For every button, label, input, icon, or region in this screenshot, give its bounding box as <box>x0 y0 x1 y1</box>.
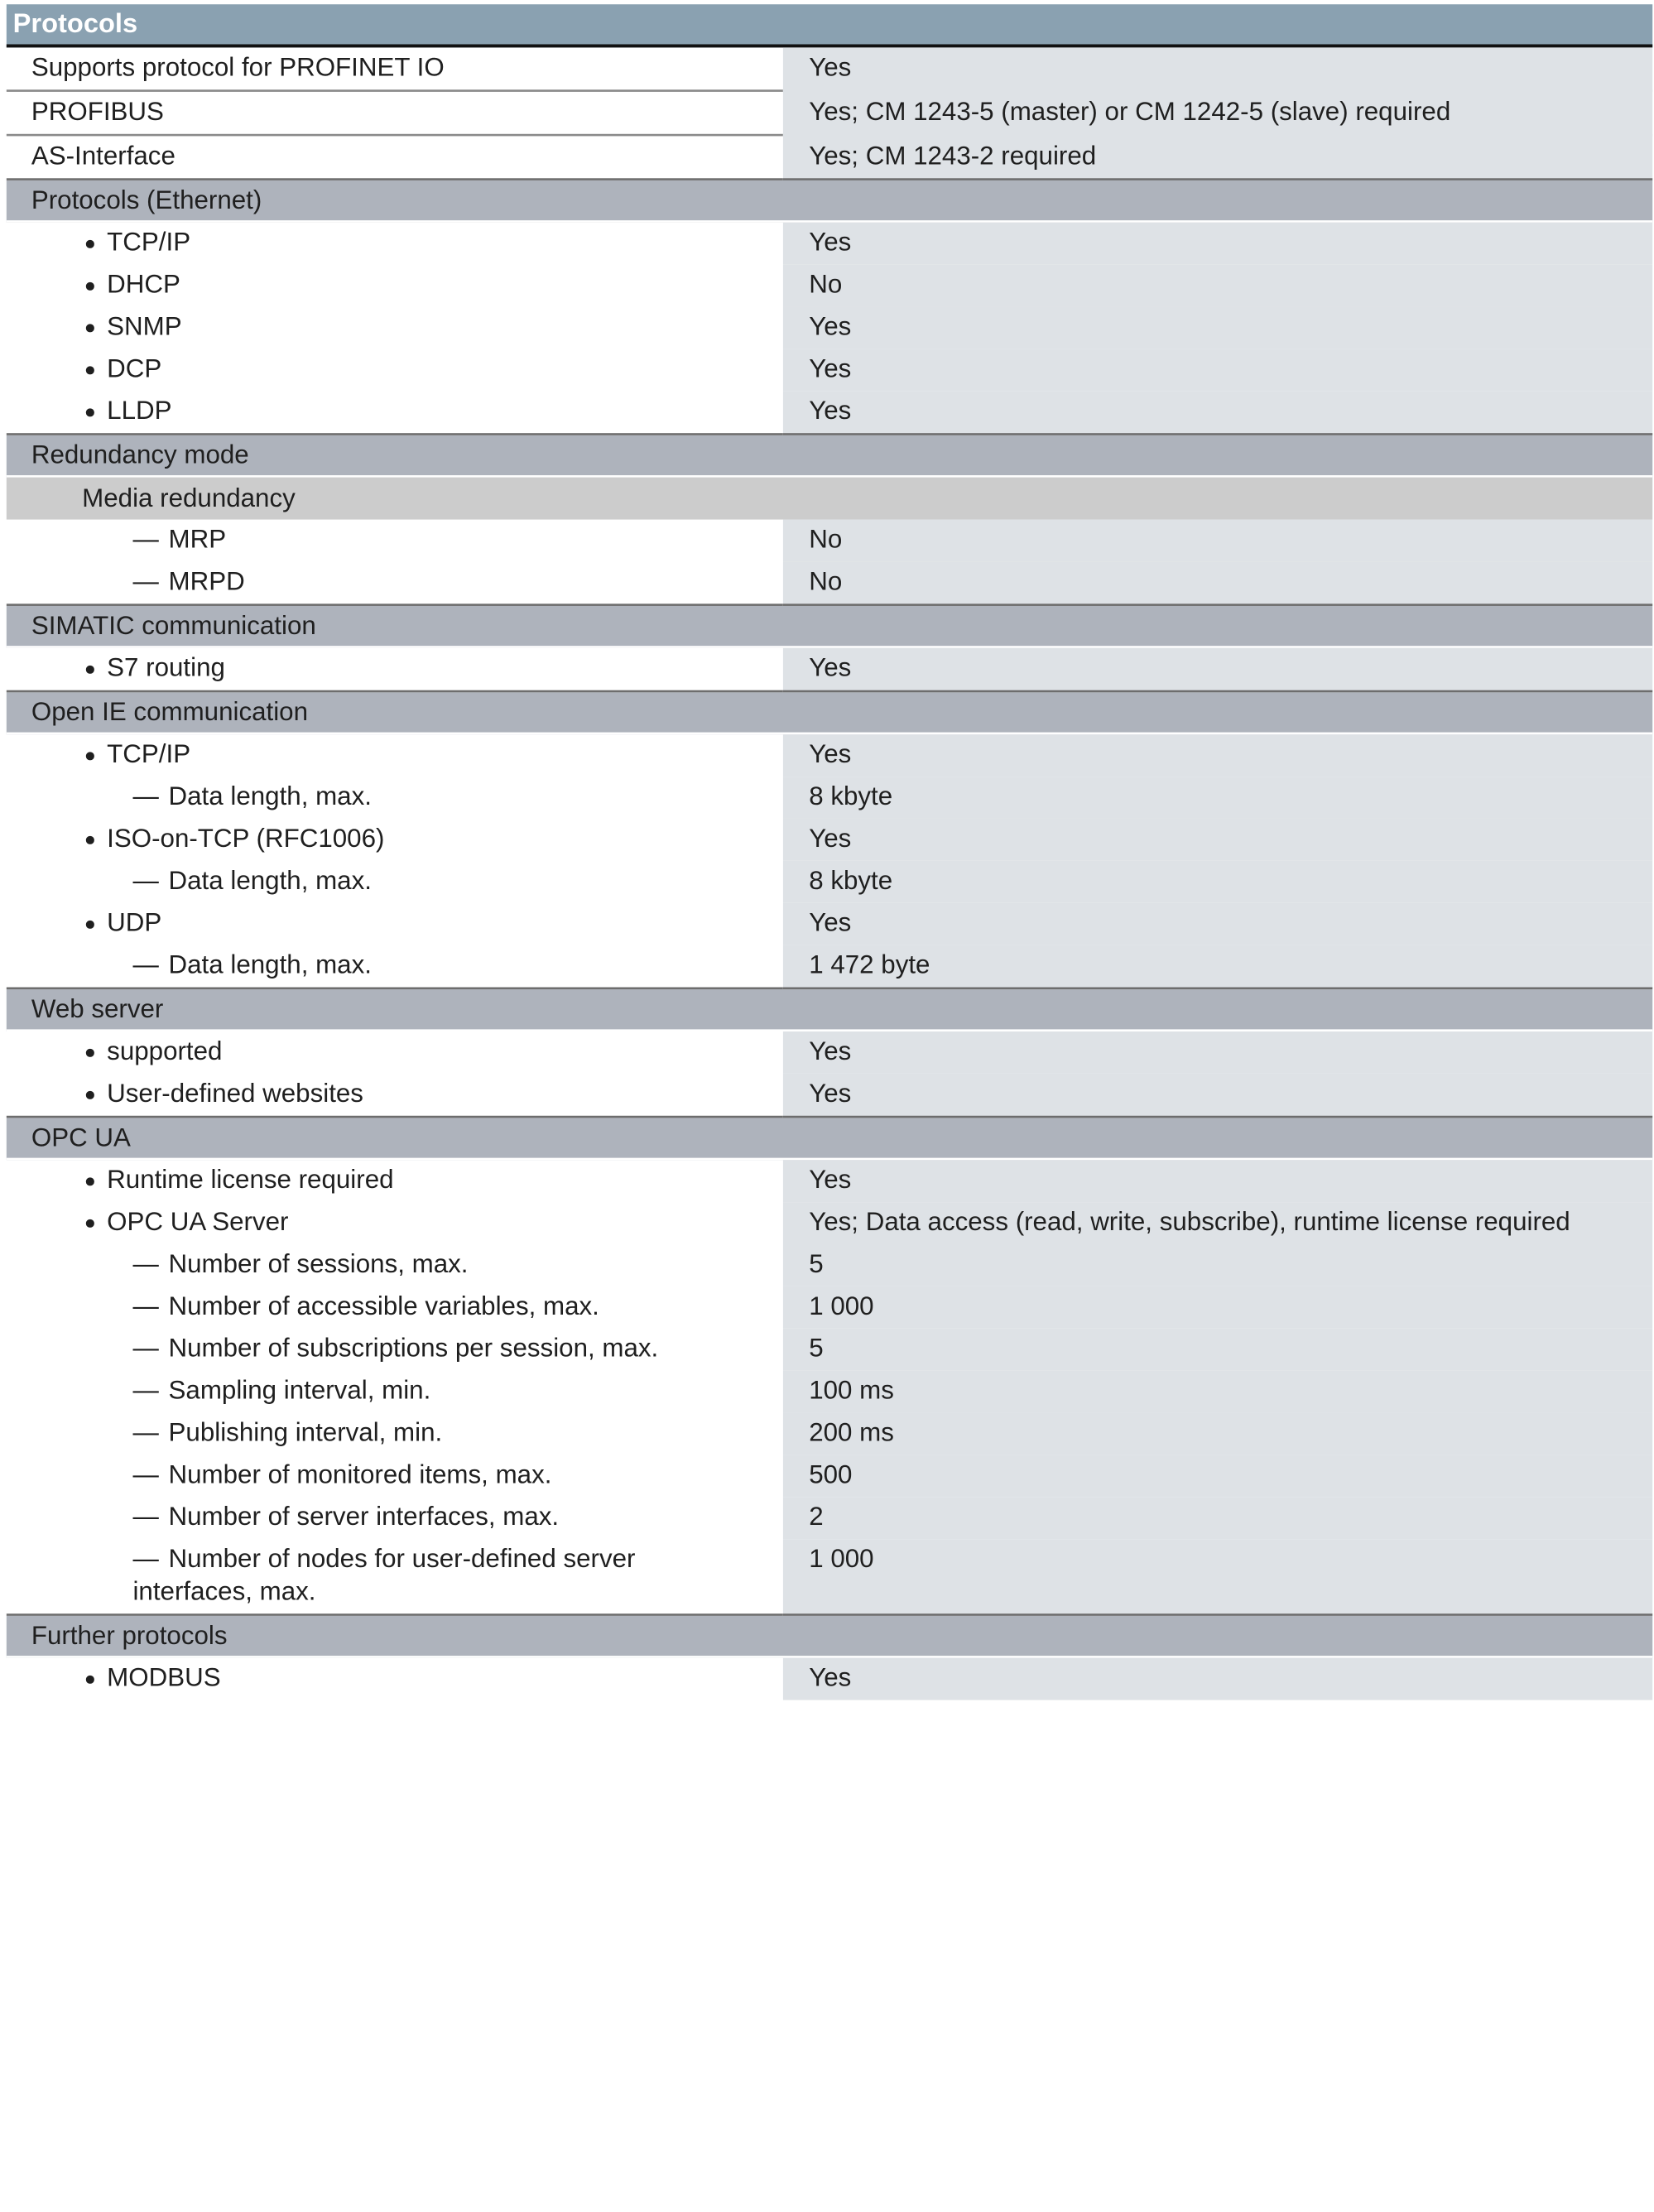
row-label: Runtime license required <box>107 1165 394 1195</box>
row-label: MRP <box>168 525 227 555</box>
dash-icon: — <box>132 1544 159 1574</box>
row-label: MODBUS <box>107 1663 221 1693</box>
table-row <box>7 1329 1652 1371</box>
table-row <box>7 136 1652 180</box>
table-row <box>7 349 1652 391</box>
bullet-icon: ● <box>84 657 96 680</box>
row-value: Yes <box>783 819 1652 861</box>
row-label: SNMP <box>107 312 182 342</box>
row-label: S7 routing <box>107 653 225 683</box>
bullet-icon: ● <box>84 274 96 296</box>
table-row <box>7 734 1652 777</box>
row-label: User-defined websites <box>107 1079 363 1108</box>
row-value: No <box>783 520 1652 562</box>
row-value: Yes <box>783 903 1652 945</box>
bullet-icon: ● <box>84 358 96 381</box>
table-row <box>7 777 1652 819</box>
row-value: 8 kbyte <box>783 861 1652 903</box>
subsection-header-media-redundancy: Media redundancy <box>7 478 1652 520</box>
row-label: DHCP <box>107 270 180 300</box>
row-value: Yes; CM 1243-2 required <box>783 136 1652 180</box>
table-row <box>7 861 1652 903</box>
row-value: 5 <box>783 1329 1652 1371</box>
row-value: Yes <box>783 648 1652 692</box>
row-value: Yes <box>783 1658 1652 1700</box>
table-row <box>7 1497 1652 1539</box>
bullet-icon: ● <box>84 1041 96 1063</box>
row-label: AS-Interface <box>7 136 783 180</box>
dash-icon: — <box>132 566 159 597</box>
row-value: 100 ms <box>783 1371 1652 1413</box>
section-header-simatic: SIMATIC communication <box>7 606 1652 648</box>
bullet-icon: ● <box>84 1169 96 1192</box>
table-row <box>7 903 1652 945</box>
section-header-opc-ua: OPC UA <box>7 1118 1652 1160</box>
table-row <box>7 1286 1652 1329</box>
dash-icon: — <box>132 1502 159 1532</box>
table-row <box>7 307 1652 349</box>
section-header-further-protocols: Further protocols <box>7 1616 1652 1658</box>
bullet-icon: ● <box>84 316 96 339</box>
table-row <box>7 391 1652 435</box>
dash-icon: — <box>132 950 159 980</box>
row-value: Yes; Data access (read, write, subscribe), runtime license required <box>783 1202 1652 1244</box>
row-value: No <box>783 265 1652 307</box>
dash-icon: — <box>132 1291 159 1321</box>
table-row <box>7 1539 1652 1616</box>
bullet-icon: ● <box>84 743 96 767</box>
table-row <box>7 1074 1652 1118</box>
row-value: 500 <box>783 1455 1652 1497</box>
table-row <box>7 1413 1652 1455</box>
row-value: 1 000 <box>783 1286 1652 1329</box>
row-label: TCP/IP <box>107 739 191 769</box>
row-value: 200 ms <box>783 1413 1652 1455</box>
row-label: Data length, max. <box>168 781 372 811</box>
row-label: Sampling interval, min. <box>168 1376 431 1406</box>
row-label: UDP <box>107 908 162 938</box>
row-value: 8 kbyte <box>783 777 1652 819</box>
row-value: Yes <box>783 734 1652 777</box>
row-value: Yes <box>783 349 1652 391</box>
table-row <box>7 819 1652 861</box>
row-label: Data length, max. <box>168 950 372 980</box>
table-row <box>7 223 1652 265</box>
row-label-continued: interfaces, max. <box>132 1576 316 1607</box>
dash-icon: — <box>132 781 159 811</box>
row-value: Yes <box>783 1160 1652 1202</box>
table-row <box>7 265 1652 307</box>
row-label: Supports protocol for PROFINET IO <box>7 47 783 91</box>
row-value: Yes <box>783 391 1652 435</box>
dash-icon: — <box>132 1334 159 1363</box>
row-label: Publishing interval, min. <box>168 1418 443 1448</box>
row-label: Number of monitored items, max. <box>168 1459 552 1490</box>
row-value: Yes <box>783 47 1652 91</box>
table-row <box>7 1202 1652 1244</box>
row-value: Yes <box>783 307 1652 349</box>
row-label: ISO-on-TCP (RFC1006) <box>107 824 385 854</box>
table-row <box>7 47 1652 91</box>
section-header-web-server: Web server <box>7 989 1652 1031</box>
section-header-redundancy: Redundancy mode <box>7 435 1652 478</box>
row-label: Number of server interfaces, max. <box>168 1502 560 1532</box>
bullet-icon: ● <box>84 401 96 423</box>
table-row <box>7 520 1652 562</box>
dash-icon: — <box>132 1418 159 1448</box>
section-header-ethernet: Protocols (Ethernet) <box>7 180 1652 223</box>
bullet-icon: ● <box>84 912 96 935</box>
row-label: TCP/IP <box>107 228 191 257</box>
table-row <box>7 1455 1652 1497</box>
table-title: Protocols <box>12 8 138 39</box>
dash-icon: — <box>132 1376 159 1406</box>
table-row <box>7 1658 1652 1700</box>
table-row <box>7 1160 1652 1202</box>
row-label: Data length, max. <box>168 866 372 896</box>
table-row <box>7 945 1652 989</box>
bullet-icon: ● <box>84 828 96 850</box>
table-row <box>7 1244 1652 1286</box>
table-row <box>7 561 1652 605</box>
bullet-icon: ● <box>84 1211 96 1233</box>
bullet-icon: ● <box>84 232 96 254</box>
row-value: 1 472 byte <box>783 945 1652 989</box>
row-value: 1 000 <box>783 1539 1652 1616</box>
row-value: 2 <box>783 1497 1652 1539</box>
row-label: Number of subscriptions per session, max. <box>168 1334 659 1363</box>
row-value: Yes <box>783 223 1652 265</box>
table-row <box>7 92 1652 136</box>
row-value: Yes <box>783 1031 1652 1074</box>
row-label: OPC UA Server <box>107 1207 289 1237</box>
protocols-table <box>7 4 1652 1700</box>
section-header-open-ie: Open IE communication <box>7 692 1652 734</box>
dash-icon: — <box>132 1249 159 1279</box>
row-value: Yes <box>783 1074 1652 1118</box>
dash-icon: — <box>132 525 159 555</box>
row-label: Number of nodes for user-defined server <box>168 1544 636 1574</box>
dash-icon: — <box>132 866 159 896</box>
row-value: Yes; CM 1243-5 (master) or CM 1242-5 (slave) required <box>783 92 1652 136</box>
bullet-icon: ● <box>84 1667 96 1690</box>
row-label: PROFIBUS <box>7 92 783 136</box>
table-row <box>7 1031 1652 1074</box>
dash-icon: — <box>132 1459 159 1490</box>
row-label: LLDP <box>107 396 172 426</box>
table-title-bar <box>7 4 1652 47</box>
table-row <box>7 1371 1652 1413</box>
table-row <box>7 648 1652 692</box>
row-label: DCP <box>107 353 162 384</box>
row-value: No <box>783 561 1652 605</box>
row-label: MRPD <box>168 566 245 597</box>
row-label: supported <box>107 1036 223 1066</box>
row-label: Number of sessions, max. <box>168 1249 469 1279</box>
row-value: 5 <box>783 1244 1652 1286</box>
bullet-icon: ● <box>84 1083 96 1105</box>
row-label: Number of accessible variables, max. <box>168 1291 599 1321</box>
